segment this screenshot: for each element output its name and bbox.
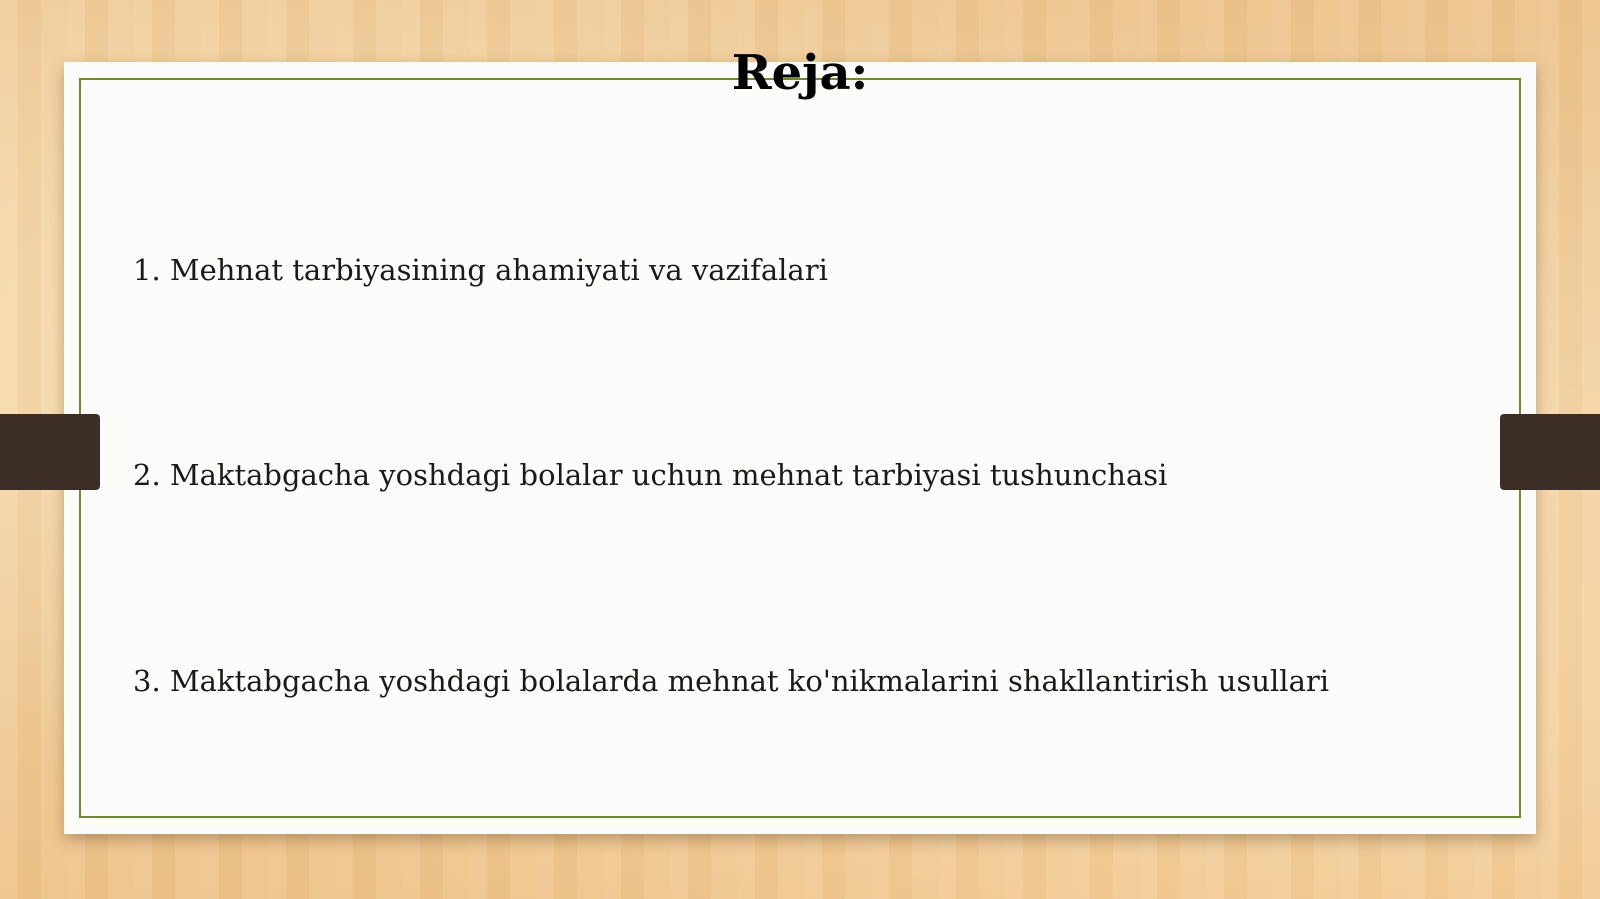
left-binder-clip [0, 414, 100, 490]
right-binder-clip [1500, 414, 1600, 490]
agenda-item-1: 1. Mehnat tarbiyasining ahamiyati va vazifalari [133, 253, 828, 287]
slide-title: Reja: [731, 45, 869, 101]
agenda-item-3: 3. Maktabgacha yoshdagi bolalarda mehnat ko'nikmalarini shakllantirish usullari [133, 664, 1329, 698]
slide-card [64, 62, 1536, 834]
slide-frame-border [79, 78, 1521, 818]
agenda-item-2: 2. Maktabgacha yoshdagi bolalar uchun mehnat tarbiyasi tushunchasi [133, 458, 1168, 492]
